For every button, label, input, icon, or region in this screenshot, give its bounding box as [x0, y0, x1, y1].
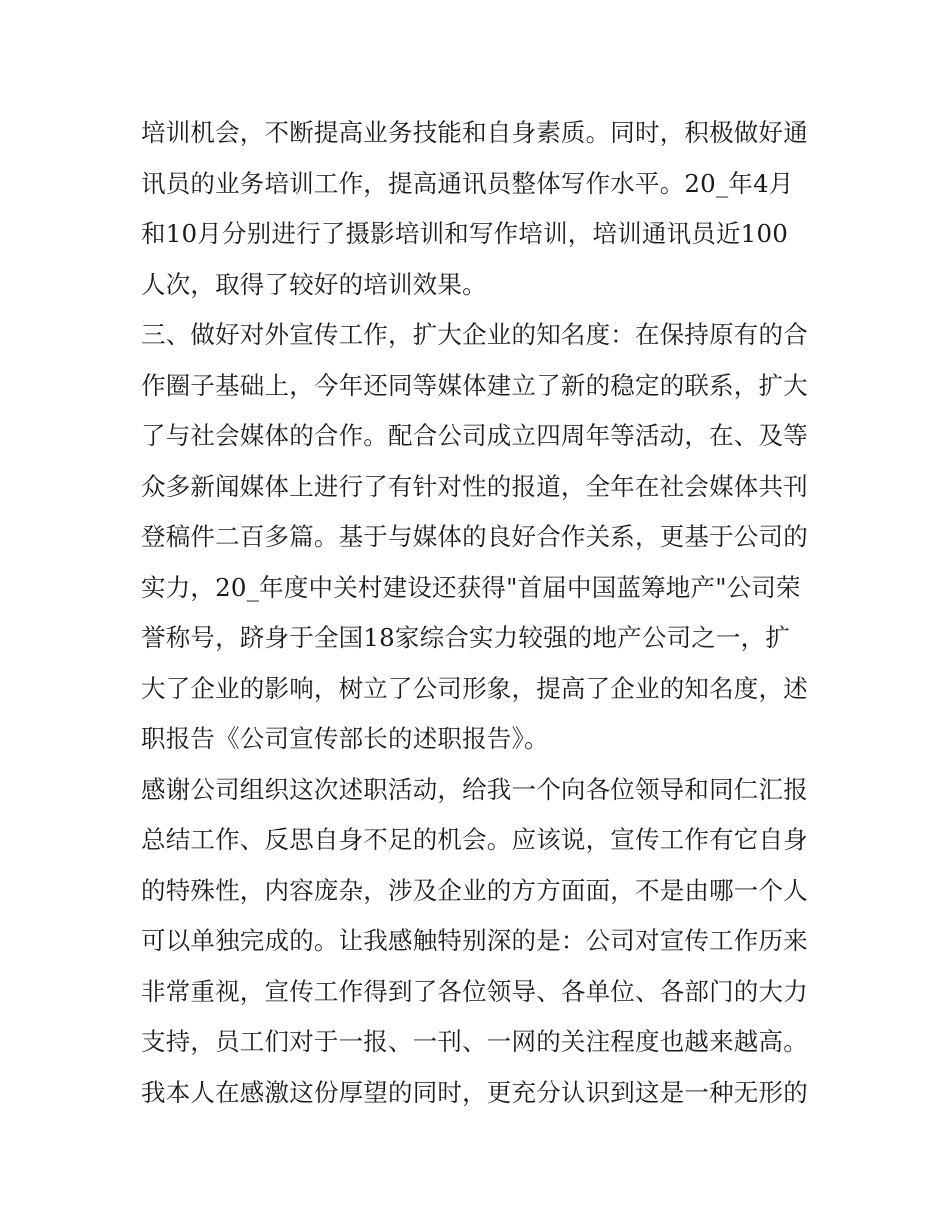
text-line: 登稿件二百多篇。基于与媒体的良好合作关系，更基于公司的: [141, 522, 808, 551]
text-line: 了与社会媒体的合作。配合公司成立四周年等活动，在、及等: [141, 421, 808, 450]
text-line: 培训机会，不断提高业务技能和自身素质。同时，积极做好通: [141, 118, 808, 147]
paragraph-start-line: 感谢公司组织这次述职活动，给我一个向各位领导和同仁汇报: [141, 774, 808, 804]
text-line: 实力，20_年度中关村建设还获得"首届中国蓝筹地产"公司荣: [141, 572, 801, 602]
text-line: 支持，员工们对于一报、一刊、一网的关注程度也越来越高。: [141, 1027, 808, 1056]
body-text: [141, 108, 821, 1118]
text-line: 众多新闻媒体上进行了有针对性的报道，全年在社会媒体共刊: [141, 471, 808, 501]
text-line: 职报告《公司宣传部长的述职报告》。: [141, 724, 549, 753]
text-line: 总结工作、反思自身不足的机会。应该说，宣传工作有它自身: [141, 825, 808, 854]
text-line: 的特殊性，内容庞杂，涉及企业的方方面面，不是由哪一个人: [141, 875, 808, 905]
text-line: 可以单独完成的。让我感触特别深的是：公司对宣传工作历来: [141, 926, 808, 955]
text-line: 人次，取得了较好的培训效果。: [141, 269, 487, 299]
section-heading-line: 三、做好对外宣传工作，扩大企业的知名度：在保持原有的合: [141, 320, 808, 349]
text-line: 作圈子基础上，今年还同等媒体建立了新的稳定的联系，扩大: [141, 370, 808, 400]
text-line: 非常重视，宣传工作得到了各位领导、各单位、各部门的大力: [141, 976, 808, 1006]
text-line: 誉称号，跻身于全国18家综合实力较强的地产公司之一，扩: [141, 623, 791, 652]
text-line: 大了企业的影响，树立了公司形象，提高了企业的知名度，述: [141, 673, 808, 703]
text-line: 和10月分别进行了摄影培训和写作培训，培训通讯员近100: [141, 219, 789, 248]
text-line: 讯员的业务培训工作，提高通讯员整体写作水平。20_年4月: [141, 168, 794, 198]
text-line: 我本人在感激这份厚望的同时，更充分认识到这是一种无形的: [141, 1077, 808, 1107]
